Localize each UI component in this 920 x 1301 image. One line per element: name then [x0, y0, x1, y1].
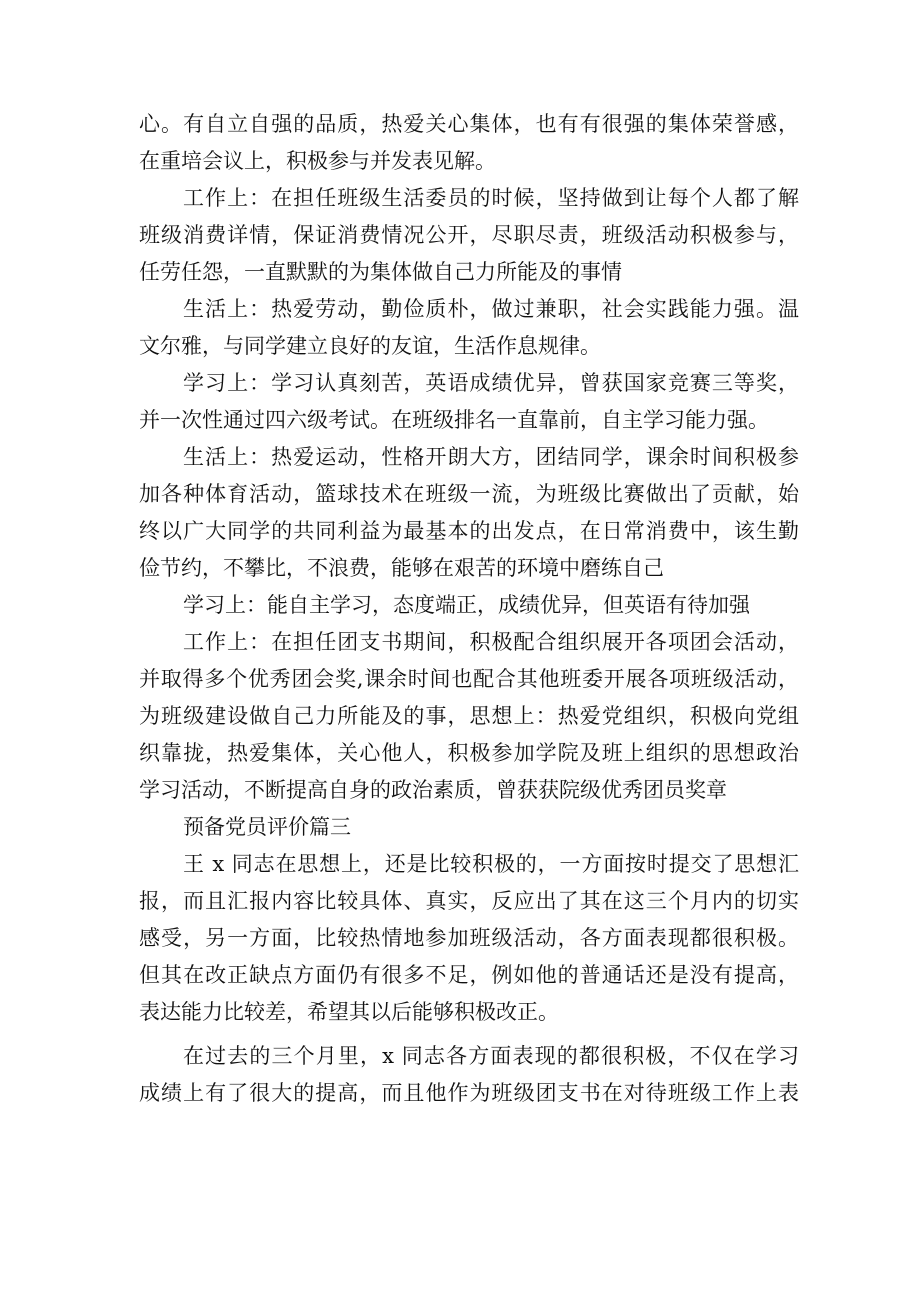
text-line: 俭节约，不攀比，不浪费，能够在艰苦的环境中磨练自己 — [139, 556, 664, 580]
text-line: 并取得多个优秀团会奖,课余时间也配合其他班委开展各项班级活动， — [139, 667, 799, 691]
text-line: 工作上：在担任班级生活委员的时候，坚持做到让每个人都了解 — [183, 186, 799, 210]
text-line: 王 x 同志在思想上，还是比较积极的，一方面按时提交了思想汇 — [183, 852, 799, 876]
text-line: 为班级建设做自己力所能及的事，思想上：热爱党组织，积极向党组 — [139, 704, 799, 728]
text-line: 心。有自立自强的品质，热爱关心集体，也有有很强的集体荣誉感， — [139, 112, 799, 136]
text-line: 报，而且汇报内容比较具体、真实，反应出了其在这三个月内的切实 — [139, 889, 799, 913]
document-body — [139, 106, 799, 1112]
text-line: 生活上：热爱劳动，勤俭质朴，做过兼职，社会实践能力强。温 — [183, 297, 799, 321]
text-line: 在重培会议上，积极参与并发表见解。 — [139, 149, 496, 173]
text-line: 文尔雅，与同学建立良好的友谊，生活作息规律。 — [139, 334, 601, 358]
paragraph-gap — [139, 1031, 799, 1038]
text-line: 工作上：在担任团支书期间，积极配合组织展开各项团会活动， — [183, 630, 799, 654]
text-line: 任劳任怨，一直默默的为集体做自己力所能及的事情 — [139, 260, 622, 284]
text-line: 并一次性通过四六级考试。在班级排名一直靠前，自主学习能力强。 — [139, 408, 769, 432]
text-line: 感受，另一方面，比较热情地参加班级活动，各方面表现都很积极。 — [139, 926, 799, 950]
text-line: 学习上：学习认真刻苦，英语成绩优异，曾获国家竞赛三等奖， — [183, 371, 799, 395]
text-line: 生活上：热爱运动，性格开朗大方，团结同学，课余时间积极参 — [183, 445, 799, 469]
text-line: 学习活动，不断提高自身的政治素质，曾获获院级优秀团员奖章 — [139, 778, 727, 802]
text-line: 学习上：能自主学习，态度端正，成绩优异，但英语有待加强 — [183, 593, 750, 617]
text-line: 表达能力比较差，希望其以后能够积极改正。 — [139, 1000, 559, 1024]
section-heading: 预备党员评价篇三 — [183, 815, 351, 839]
text-line: 但其在改正缺点方面仍有很多不足，例如他的普通话还是没有提高， — [139, 963, 799, 987]
text-line: 织靠拢，热爱集体，关心他人，积极参加学院及班上组织的思想政治 — [139, 741, 799, 765]
text-line: 班级消费详情，保证消费情况公开，尽职尽责，班级活动积极参与， — [139, 223, 799, 247]
text-line: 加各种体育活动，篮球技术在班级一流，为班级比赛做出了贡献，始 — [139, 482, 799, 506]
text-line: 终以广大同学的共同利益为最基本的出发点，在日常消费中，该生勤 — [139, 519, 799, 543]
text-line: 在过去的三个月里，x 同志各方面表现的都很积极，不仅在学习 — [183, 1044, 799, 1068]
text-line: 成绩上有了很大的提高，而且他作为班级团支书在对待班级工作上表 — [139, 1081, 799, 1105]
